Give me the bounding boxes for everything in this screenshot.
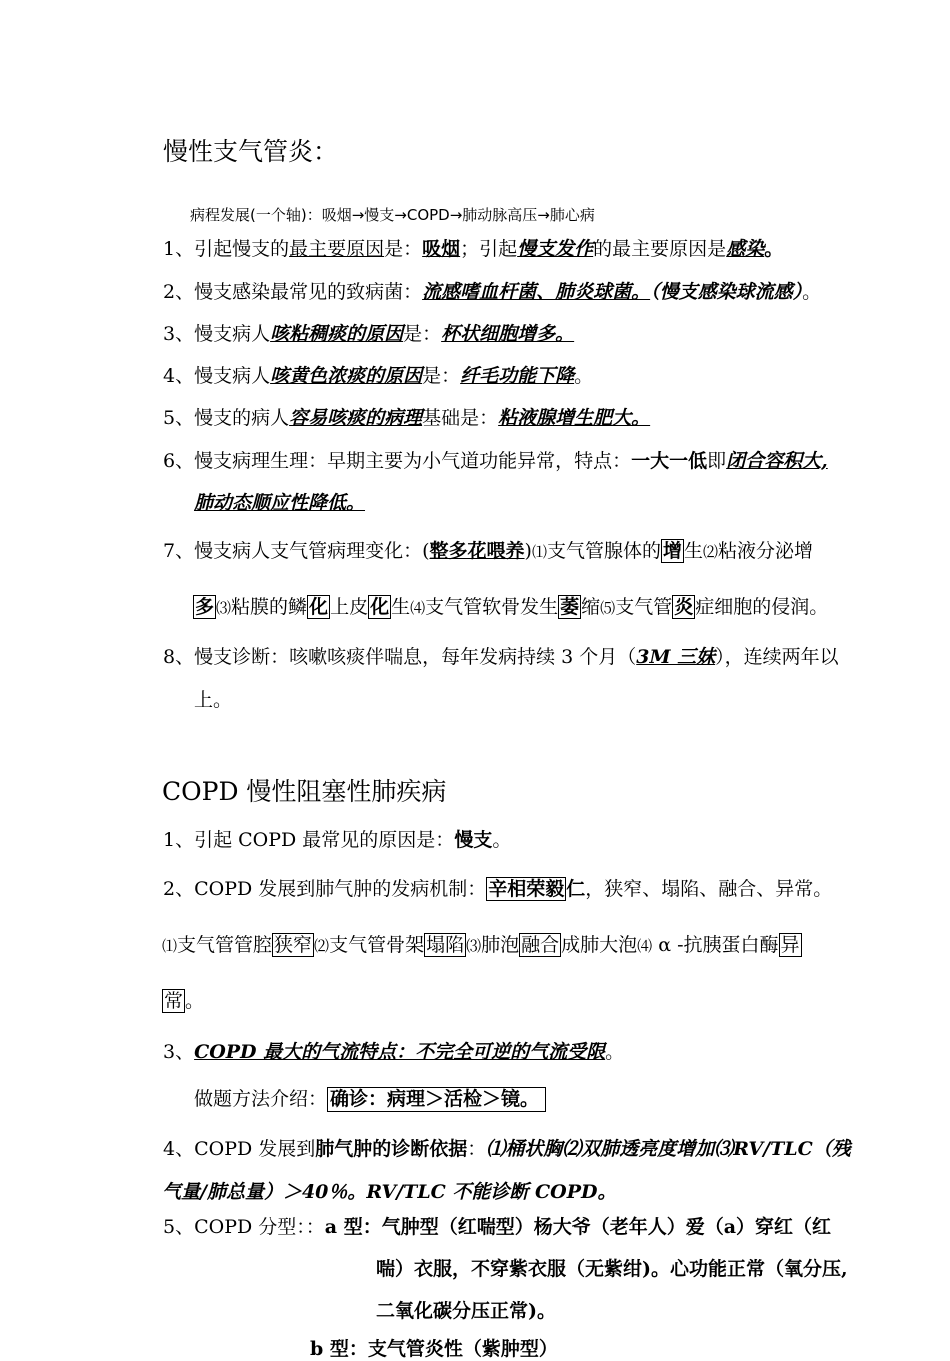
s1-item-6: 6、慢支病理生理：早期主要为小气道功能异常，特点：一大一低即闭合容积大, <box>163 450 828 472</box>
s1-item-8-cont: 上。 <box>194 689 233 711</box>
s1-item-1: 1、引起慢支的最主要原因是：吸烟；引起慢支发作的最主要原因是感染。 <box>163 238 784 260</box>
s2-item-2-detail: ⑴支气管管腔 狭窄 ⑵支气管骨架 塌陷 ⑶肺泡 融合 成肺大泡⑷ α -抗胰蛋白酶 异 <box>162 934 800 956</box>
s1-item-6-cont: 肺动态顺应性降低。 <box>194 492 366 514</box>
s1-item-7-cont: 多 ⑶粘膜的鳞 化 上皮 化 生⑷支气管软骨发生 萎 缩⑸支气管 炎 症细胞的侵润。 <box>195 596 829 618</box>
s2-item-4: 4、COPD 发展到肺气肿的诊断依据：⑴桶状胸⑵双肺透亮度增加⑶RV/TLC（残 <box>163 1138 851 1160</box>
s2-item-4-cont: 气量/肺总量）＞40％。RV/TLC 不能诊断 COPD。 <box>162 1181 617 1203</box>
section-title-copd: COPD 慢性阻塞性肺疾病 <box>162 777 447 806</box>
method-line: 做题方法介绍： 确诊：病理＞活检＞镜。 <box>194 1084 546 1111</box>
s1-item-3: 3、慢支病人咳粘稠痰的原因是：杯状细胞增多。 <box>163 323 575 345</box>
s2-item-1: 1、引起 COPD 最常见的原因是：慢支。 <box>163 829 512 851</box>
s1-item-5: 5、慢支的病人容易咳痰的病理基础是：粘液腺增生肥大。 <box>163 407 651 429</box>
course-line: 病程发展(一个轴)：吸烟→慢支→COPD→肺动脉高压→肺心病 <box>190 206 595 224</box>
s1-item-8: 8、慢支诊断：咳嗽咳痰伴喘息，每年发病持续 3 个月（3M 三妹），连续两年以 <box>163 646 839 668</box>
s2-item-2-detail-cont: 常 。 <box>164 990 205 1012</box>
s2-item-5: 5、COPD 分型：：a 型：气肿型（红喘型）杨大爷（老年人）爱（a）穿红（红 <box>163 1216 832 1238</box>
s1-item-4: 4、慢支病人咳黄色浓痰的原因是：纤毛功能下降。 <box>163 365 594 387</box>
s2-item-2: 2、COPD 发展到肺气肿的发病机制： 辛相荣毅 仁，狭窄、塌陷、融合、异常。 <box>163 878 833 900</box>
s1-item-2: 2、慢支感染最常见的致病菌：流感嗜血杆菌、肺炎球菌。（慢支感染球流感）。 <box>163 281 822 303</box>
s2-item-3: 3、COPD 最大的气流特点：不完全可逆的气流受限。 <box>163 1041 625 1063</box>
s1-item-7: 7、慢支病人支气管病理变化：(整多花喂养)⑴支气管腺体的 增 生⑵粘液分泌增 <box>163 540 814 562</box>
s2-item-5-cont-1: 喘）衣服，不穿紫衣服（无紫绀)。心功能正常（氧分压, <box>376 1258 848 1280</box>
s2-item-5-cont-2: 二氧化碳分压正常)。 <box>376 1300 556 1322</box>
method-box: 确诊：病理＞活检＞镜。 <box>327 1087 546 1112</box>
s2-item-5-type-b: b 型：支气管炎性（紫肿型） <box>310 1338 558 1360</box>
section-title-chronic-bronchitis: 慢性支气管炎： <box>163 137 339 166</box>
